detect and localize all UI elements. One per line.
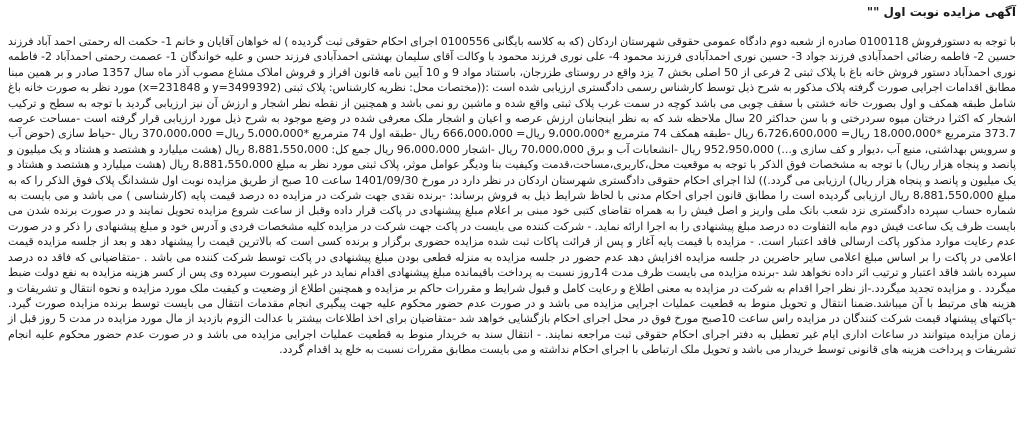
notice-body: با توجه به دستورفروش 0100118 صادره از شعبه دوم دادگاه عمومی حقوقی شهرستان اردکان (که به کلاسه بایگانی 0100556 اجرای احکام حقوقی ثبت گردیده ) له خواهان آقایان و خانم 1- حکمت اله رحمتی احمد آباد فرزند حسین 2- فاطمه رضائی احمدآبادی فرزند جواد 3- حسین نوری احمدآبادی فرزند محمود 4- علی نوری فرزند محمود با وکالت آقای سلیمان بهشتی احمدآبادی فرزند حسن و علیه خواندگان 1- عصمت رحمتی احمدآباد 2- فاطمه نوری احمدآباد دستور فروش خانه باغ با پلاک ثبتی 2 فرعی از 50 اصلی بخش 7 یزد واقع در روستای طزرجان، باستناد مواد 9 و 10 آیین نامه قانون افراز و فروش املاک مشاع مصوب آذر ماه سال 1357 صادر و بر همین مبنا مطابق اقدامات اجرایی صورت گرفته پلاک مذکور به شرح ذیل توسط کارشناس رسمی دادگستری ارزیابی شده است :((مختصات محل: نظریه کارشناس: پلاک ثبتی (3499392=y و 231848=x) مورد نظر به صورت خانه باغ شامل طبقه همکف و اول بصورت خانه خشتی با سقف چوبی می باشد کوچه در سمت غرب پلاک ثبتی واقع شده و ماشین رو نمی باشد و همچنین از نقطه نظر اشجار و ارزش آن نیز ارزیابی گردید با توجه به سطح و ترکیب اشجار که اکثرا درختان میوه سردرختی و با سن حداکثر 20 سال ملاحظه شد که به نظر اینجانبان ارزش عرصه و اعیان و اشجار ملک معرفی شده در وضع موجود به شرح ذیل مورد ارزیابی قرار گرفته است -مساحت عرصه 373.7 مترمربع *18،000،000 ریال= 6،726،600،000 ریال -طبقه همکف 74 مترمربع *9،000،000 ریال= 666،000،000 ریال -طبقه اول 74 مترمربع *5،000،000 ریال= 370،000،000 ریال -حیاط سازی (حوض آب و سرویس بهداشتی، منبع آب ،دیوار و کف سازی و...) 952،950،000 ریال -انشعابات آب و برق 70،000،000 ریال -اشجار 96،000،000 ریال جمع کل: 8،881،550،000 ریال (هشت میلیارد و هشتصد و هشتاد و یک میلیون و پانصد و پنجاه هزار ریال) با توجه به مشخصات فوق الذکر با توجه به موقعیت محل،کاربری،مساحت،قدمت وکیفیت بنا ودیگر عوامل موثر، پلاک ثبتی مورد نظر به مبلغ 8،881،550،000 ریال (هشت میلیارد و هشتصد و هشتاد و یک میلیون و پانصد و پنجاه هزار ریال) ارزیابی می گردد.)) لذا اجرای احکام حقوقی دادگستری شهرستان اردکان در نظر دارد در مورخ 1401/09/30 ساعت 10 صبح از طریق مزایده نوبت اول ششدانگ پلاک فوق الذکر را که به مبلغ 8،881،550،000 ریال ارزیابی گردیده است را مطابق قانون اجرای احکام مدنی با لحاظ شرایط ذیل به فروش برساند: -برنده نقدی جهت شرکت در مزایده ده درصد قیمت پایه (کارشناسی ) می باشد و می بایست به شماره حساب سپرده دادگستری نزد شعب بانک ملی واریز و اصل فیش را به همراه تقاضای کتبی خود مبنی بر اعلام مبلغ پیشنهادی در پاکت قرار داده وقبل از ساعت شروع مزایده تحویل نمایند و در صورت برنده شدن می بایست ظرف یک ساعت فیش دوم مابه التفاوت ده درصد مبلغ پیشنهادی را به اجرا ارائه نماید. - شرکت کننده می بایست در پاکت جهت شرکت در مزایده کلیه مشخصات فردی و آدرس خود و مبلغ پیشنهادی را ذکر و در صورت عدم رعایت موارد مذکور پاکت ارسالی فاقد اعتبار است. - مزایده با قیمت پایه آغاز و پس از قرائت پاکات ثبت شده مزایده حضوری برگزار و برنده کسی است که بالاترین قیمت را پیشنهاد دهد و بعد از جلسه مزایده قیمت اعلامی در پاکت را بر اساس مبلغ اعلامی سایر حاضرین در جلسه مزایده افزایش دهد عدم حضور در جلسه مزایده به منزله قطعی بودن مبلغ پیشنهادی در پاکت توسط شرکت کننده می باشد . -متقاضیانی که فاقد ده درصد سپرده باشد فاقد اعتبار و ترتیب اثر داده نخواهد شد -برنده مزایده می بایست ظرف مدت 14روز نسبت به پرداخت باقیمانده مبلغ پیشنهادی اقدام نماید در غیر اینصورت سپرده وی پس از کسر هزینه مزایده به نفع دولت ضبط میگردد . و مزایده تجدید میگردد.-از نظر اجرا اقدام به شرکت در مزایده به معنی اطلاع و رعایت کامل و قبول شرایط و مقررات حاکم بر مزایده و همچنین اطلاع از وضعیت و کیفیت ملک مورد مزایده و نحوه انتقال و تشریفات و هزینه های مرتبط با آن میباشد.ضمنا انتقال و تحویل منوط به قطعیت عملیات اجرایی مزایده می باشد و در صورت عدم حضور محکوم علیه جهت پیگیری انجام مقدمات انتقال می بایست توسط برنده مزایده صورت گیرد. -پاکتهای پیشنهاد قیمت شرکت کنندگان در مزایده راس ساعت 10صبح مورخ فوق در محل اجرای احکام بازگشایی خواهد شد -متقاضیان برای اخذ اطلاعات بیشتر با عدالت الزوم بازدید از مال مورد مزایده در مدت 5 روز قبل از زمان مزایده میتوانند در ساعات اداری ایام غیر تعطیل به دفتر اجرای احکام حقوقی ثبت مراجعه نمایند. - انتقال سند به خریدار منوط به قطعیت عملیات اجرایی مزایده می باشد و در صورت عدم حضور محکوم علیه انجام تشریفات و پرداخت هزینه های قانونی توسط خریدار می باشد و تحویل ملک ارتباطی با اجرای احکام نداشته و می بایست مطابق مقررات نسبت به خلع ید اقدام گردد. [8,35,1017,357]
notice-title: آگهی مزایده نوبت اول "" [866,5,1016,19]
